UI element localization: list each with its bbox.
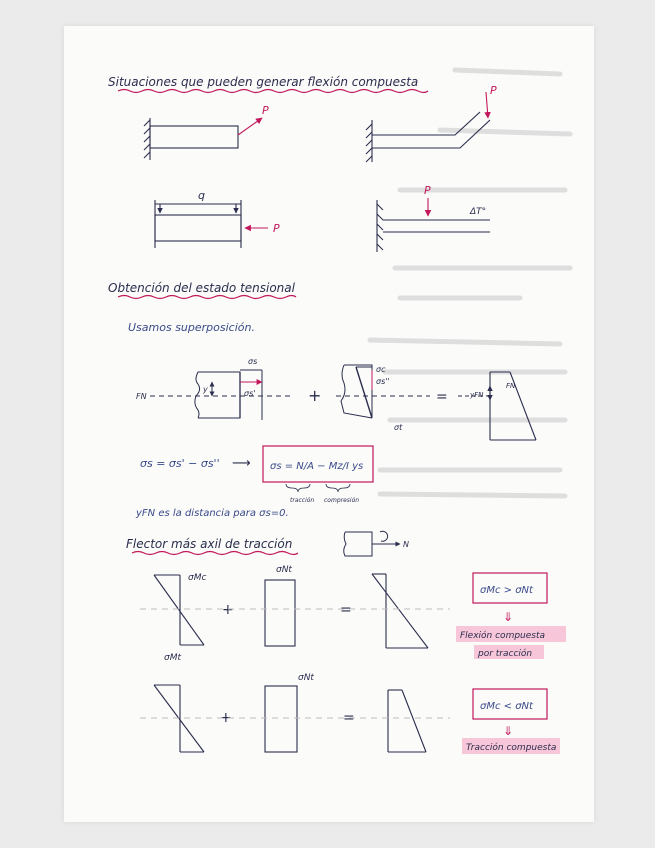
case1-sigma-mc: σMc — [188, 573, 207, 583]
case2-bending-diagram — [154, 685, 204, 752]
beam-distributed-axial — [155, 200, 268, 248]
brace-traccion — [286, 484, 310, 492]
load-label-p-2: P — [490, 84, 497, 97]
label-sigma-prime: σs' — [244, 389, 256, 398]
case2-equals: = — [343, 710, 355, 726]
brace-compresion — [326, 484, 350, 492]
bent-bar-with-load — [366, 92, 490, 162]
plus-sign-1: + — [308, 386, 322, 405]
label-sigma-t: σt — [394, 423, 403, 432]
boxed-formula: σs = N/A − Mz/I ys — [270, 461, 364, 472]
load-label-p-3: P — [273, 222, 280, 235]
case1-result-1: Flexión compuesta — [460, 631, 546, 641]
label-sigma-s-top: σs — [248, 357, 258, 366]
label-n: N — [403, 540, 409, 549]
case1-equals: = — [340, 602, 352, 618]
label-sigma-dprime: σs'' — [376, 377, 390, 386]
superposition-note: Usamos superposición. — [128, 321, 255, 334]
heading-underline — [118, 90, 428, 93]
case1-result-diagram — [372, 574, 428, 648]
heading-underline-2 — [118, 296, 296, 299]
label-fn-left: FN — [136, 392, 147, 401]
section-heading-situations: Situaciones que pueden generar flexión compuesta — [108, 75, 419, 89]
heading-underline-3 — [132, 552, 298, 555]
label-ys: y — [203, 385, 208, 394]
case1-sigma-mt: σMt — [164, 653, 181, 663]
case1-result-2: por tracción — [478, 649, 533, 659]
thermal-label: ΔT° — [470, 207, 487, 217]
load-label-p-4: P — [424, 184, 431, 197]
member-sketch-axial — [344, 531, 400, 556]
case2-arrow: ⇓ — [503, 724, 514, 738]
section-heading-state: Obtención del estado tensional — [108, 281, 295, 295]
case1-condition: σMc > σNt — [480, 585, 533, 596]
case1-plus: + — [222, 602, 234, 618]
label-yfn-diagram: yFN — [470, 391, 484, 399]
case2-result-diagram — [388, 690, 426, 752]
case1-arrow: ⇓ — [503, 610, 514, 624]
load-label-q: q — [198, 189, 205, 202]
bending-stress-diagram — [341, 365, 372, 418]
equation-arrow: ⟶ — [232, 456, 251, 471]
cantilever-inclined-load — [144, 118, 262, 160]
label-sigma-c: σc — [376, 365, 386, 374]
case2-plus: + — [220, 710, 232, 726]
case2-condition: σMc < σNt — [480, 701, 533, 712]
case2-result: Tracción compuesta — [466, 743, 557, 753]
label-fn-right: FN — [506, 382, 516, 390]
label-compresion: compresión — [324, 497, 360, 504]
case1-axial-diagram — [265, 580, 295, 646]
bleed-through-marks — [370, 70, 570, 496]
load-label-p-1: P — [262, 104, 269, 117]
case2-axial-diagram — [265, 686, 297, 752]
case1-sigma-nt: σNt — [276, 565, 292, 575]
yfn-definition: yFN es la distancia para σs=0. — [136, 508, 289, 519]
equals-sign-1: = — [436, 389, 448, 405]
case2-sigma-nt: σNt — [298, 673, 314, 683]
label-traccion: tracción — [290, 497, 315, 504]
case1-bending-diagram — [154, 573, 207, 645]
equation-left: σs = σs' − σs'' — [140, 457, 220, 470]
section-heading-traction: Flector más axil de tracción — [126, 537, 293, 551]
